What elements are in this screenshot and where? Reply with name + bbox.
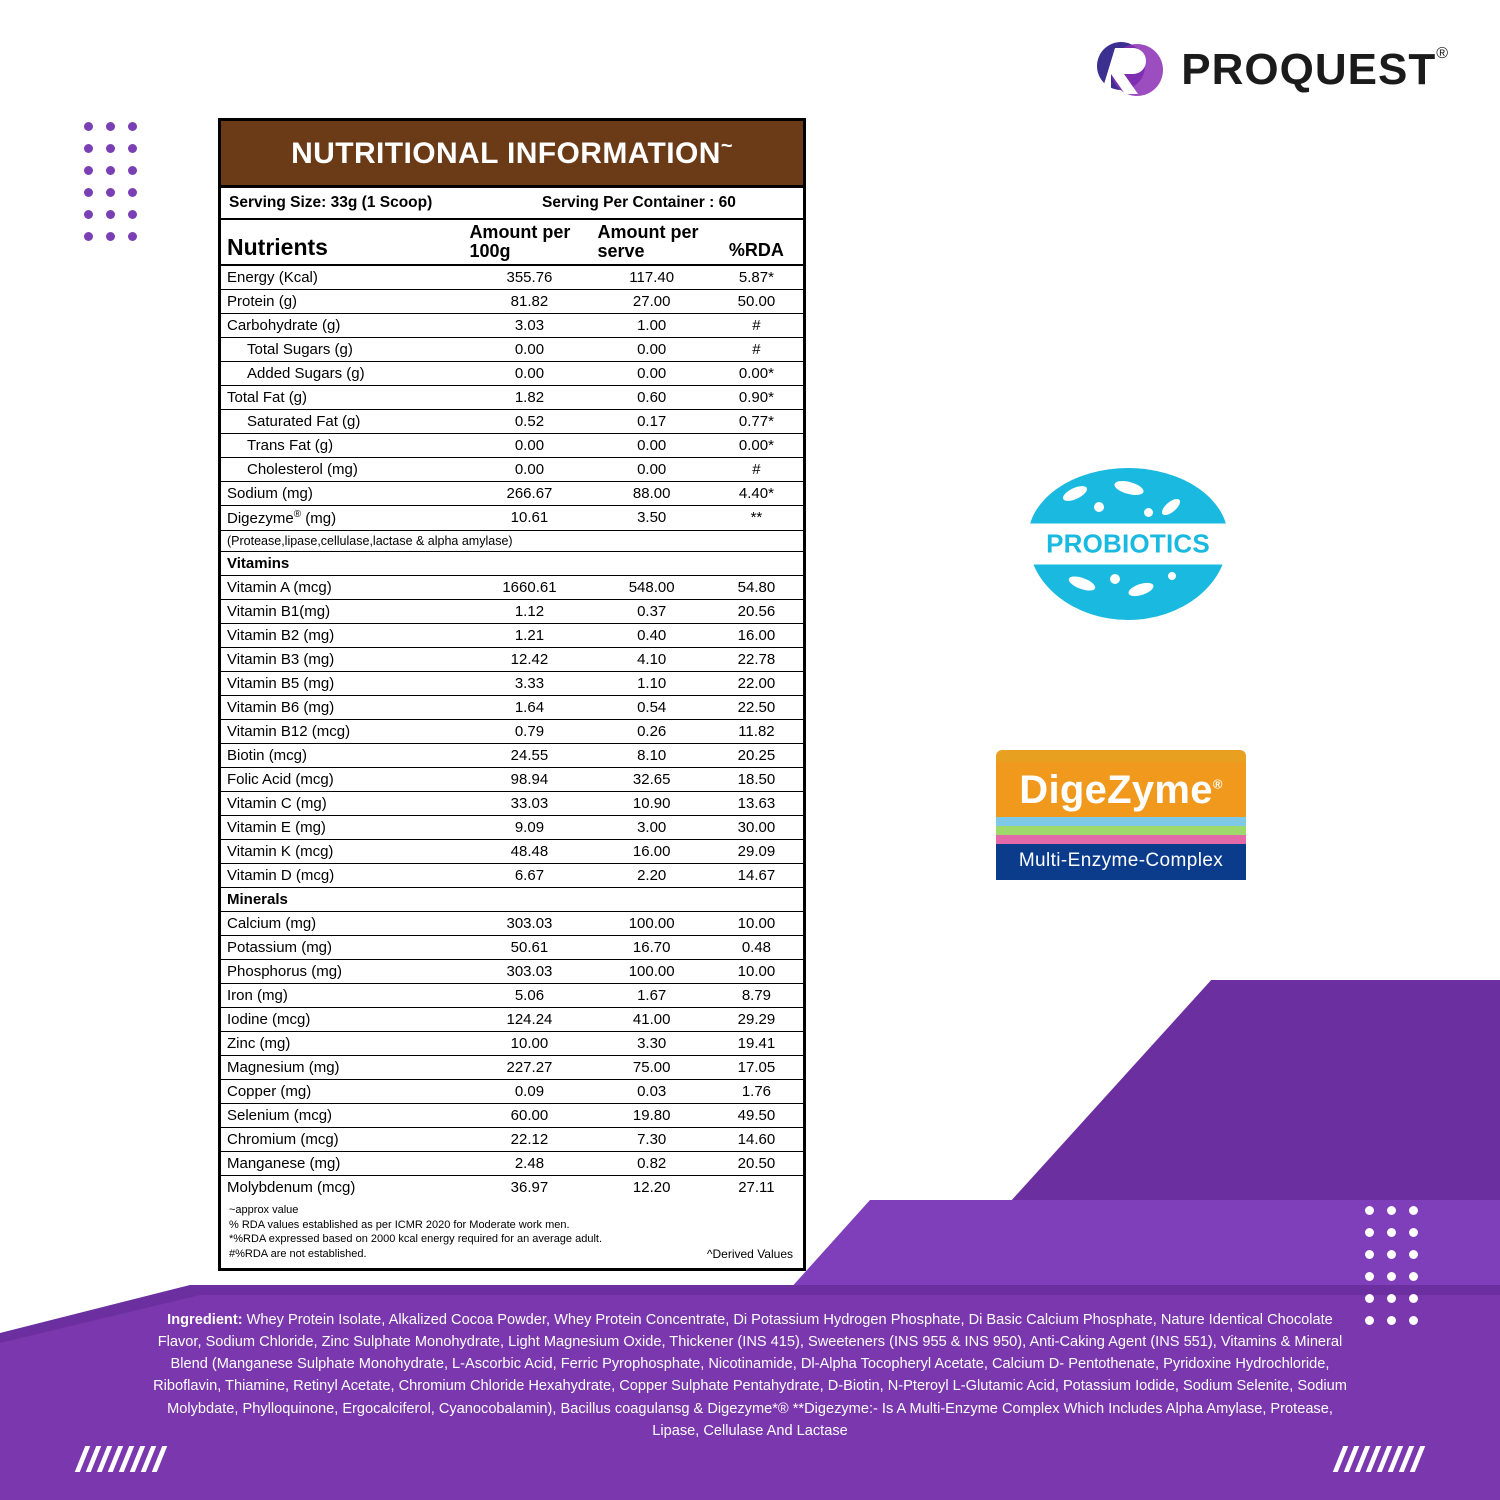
row-name: Vitamin B2 (mg) xyxy=(221,623,465,647)
table-row xyxy=(221,481,803,505)
derived-values-note: ^Derived Values xyxy=(706,1246,793,1261)
row-per-serve: 1.67 xyxy=(593,983,709,1007)
table-row xyxy=(221,265,803,290)
table-row xyxy=(221,1007,803,1031)
table-row xyxy=(221,599,803,623)
row-rda: 0.48 xyxy=(710,935,803,959)
row-rda: 22.78 xyxy=(710,647,803,671)
row-per-serve: 0.00 xyxy=(593,457,709,481)
hatch-marks-left xyxy=(80,1446,162,1472)
table-row xyxy=(221,839,803,863)
row-per-serve: 0.00 xyxy=(593,361,709,385)
table-row xyxy=(221,361,803,385)
row-per-serve: 0.82 xyxy=(593,1151,709,1175)
row-per-serve: 1.10 xyxy=(593,671,709,695)
row-name: Vitamin C (mg) xyxy=(221,791,465,815)
row-per-serve: 41.00 xyxy=(593,1007,709,1031)
table-row xyxy=(221,983,803,1007)
table-row xyxy=(221,815,803,839)
row-per-100g: 1.82 xyxy=(465,385,593,409)
nutrition-panel xyxy=(218,118,806,1271)
table-row xyxy=(221,911,803,935)
row-per-serve: 0.40 xyxy=(593,623,709,647)
row-name: Vitamin D (mcg) xyxy=(221,863,465,887)
table-row xyxy=(221,1151,803,1175)
row-name: Copper (mg) xyxy=(221,1079,465,1103)
table-row xyxy=(221,863,803,887)
panel-title-sup: ~ xyxy=(720,135,733,157)
row-per-100g: 303.03 xyxy=(465,959,593,983)
row-name: Sodium (mg) xyxy=(221,481,465,505)
row-per-100g: 266.67 xyxy=(465,481,593,505)
row-per-100g: 0.00 xyxy=(465,361,593,385)
table-row xyxy=(221,623,803,647)
row-rda: 22.50 xyxy=(710,695,803,719)
row-per-100g: 1.12 xyxy=(465,599,593,623)
row-rda: 54.80 xyxy=(710,575,803,599)
row-rda: 10.00 xyxy=(710,911,803,935)
digezyme-badge xyxy=(996,750,1246,880)
table-row xyxy=(221,671,803,695)
row-per-serve: 1.00 xyxy=(593,313,709,337)
row-per-100g: 24.55 xyxy=(465,743,593,767)
row-rda: 10.00 xyxy=(710,959,803,983)
footnote-3: #%RDA are not established. xyxy=(229,1248,367,1261)
row-per-serve: 10.90 xyxy=(593,791,709,815)
ingredients-block xyxy=(0,1309,1500,1442)
footnote-2: *%RDA expressed based on 2000 kcal energy required for an average adult. xyxy=(229,1233,603,1246)
row-per-100g: 60.00 xyxy=(465,1103,593,1127)
row-rda: 29.09 xyxy=(710,839,803,863)
row-name: Iodine (mcg) xyxy=(221,1007,465,1031)
table-row xyxy=(221,719,803,743)
row-name: Magnesium (mg) xyxy=(221,1055,465,1079)
row-per-serve: 3.30 xyxy=(593,1031,709,1055)
row-per-100g: 124.24 xyxy=(465,1007,593,1031)
row-rda: 13.63 xyxy=(710,791,803,815)
footnote-1: % RDA values established as per ICMR 2020 for Moderate work men. xyxy=(229,1218,570,1231)
brand-registered-mark: ® xyxy=(1436,45,1448,62)
table-row xyxy=(221,743,803,767)
digezyme-name-wrap xyxy=(996,762,1246,817)
row-per-100g: 0.52 xyxy=(465,409,593,433)
row-per-100g: 12.42 xyxy=(465,647,593,671)
table-row xyxy=(221,1175,803,1199)
row-per-100g: 50.61 xyxy=(465,935,593,959)
table-row xyxy=(221,313,803,337)
section-vitamins xyxy=(221,551,803,575)
row-per-100g: 227.27 xyxy=(465,1055,593,1079)
row-per-serve: 2.20 xyxy=(593,863,709,887)
table-row xyxy=(221,1103,803,1127)
row-name: Phosphorus (mg) xyxy=(221,959,465,983)
row-rda: ** xyxy=(710,505,803,530)
table-row xyxy=(221,695,803,719)
row-per-serve: 4.10 xyxy=(593,647,709,671)
row-per-serve: 88.00 xyxy=(593,481,709,505)
row-name: Vitamin K (mcg) xyxy=(221,839,465,863)
row-per-serve: 3.50 xyxy=(593,505,709,530)
row-per-serve: 0.00 xyxy=(593,433,709,457)
row-per-serve: 12.20 xyxy=(632,1178,671,1196)
row-name: Vitamin B12 (mcg) xyxy=(221,719,465,743)
row-per-100g: 303.03 xyxy=(465,911,593,935)
digezyme-top-bar xyxy=(996,750,1246,762)
row-per-serve: 8.10 xyxy=(593,743,709,767)
row-name: Energy (Kcal) xyxy=(221,265,465,290)
row-name: Protein (g) xyxy=(221,289,465,313)
row-rda: 4.40* xyxy=(710,481,803,505)
serving-per-container: Serving Per Container : 60 xyxy=(542,194,736,211)
header-rda: %RDA xyxy=(710,220,803,265)
row-per-100g: 0.09 xyxy=(465,1079,593,1103)
row-rda: 16.00 xyxy=(710,623,803,647)
row-name: Selenium (mcg) xyxy=(221,1103,465,1127)
header-per-100g: Amount per 100g xyxy=(465,220,593,265)
row-rda: 29.29 xyxy=(710,1007,803,1031)
row-per-serve: 100.00 xyxy=(593,959,709,983)
row-name: Vitamin B3 (mg) xyxy=(221,647,465,671)
row-per-100g: 9.09 xyxy=(465,815,593,839)
row-per-serve: 0.60 xyxy=(593,385,709,409)
section-minerals xyxy=(221,887,803,911)
table-row xyxy=(221,433,803,457)
row-name: Calcium (mg) xyxy=(221,911,465,935)
table-row xyxy=(221,505,803,530)
row-name: Vitamin B5 (mg) xyxy=(221,671,465,695)
row-name: Vitamin E (mg) xyxy=(221,815,465,839)
ingredients-label: Ingredient: xyxy=(167,1311,243,1328)
table-row xyxy=(221,409,803,433)
serving-row xyxy=(221,188,803,220)
table-row xyxy=(221,457,803,481)
row-rda: 0.77* xyxy=(710,409,803,433)
row-rda: 27.11 xyxy=(738,1178,775,1196)
row-per-100g: 36.97 xyxy=(510,1178,549,1196)
row-name: Potassium (mg) xyxy=(221,935,465,959)
row-per-serve: 0.03 xyxy=(593,1079,709,1103)
row-rda: 49.50 xyxy=(710,1103,803,1127)
probiotics-circle-icon xyxy=(1028,468,1228,620)
table-row xyxy=(221,575,803,599)
section-minerals-label: Minerals xyxy=(221,887,803,911)
row-per-serve: 16.00 xyxy=(593,839,709,863)
row-per-100g: 0.79 xyxy=(465,719,593,743)
row-per-serve: 100.00 xyxy=(593,911,709,935)
row-per-100g: 0.00 xyxy=(465,337,593,361)
row-per-serve: 0.37 xyxy=(593,599,709,623)
row-rda: 8.79 xyxy=(710,983,803,1007)
serving-size: Serving Size: 33g (1 Scoop) xyxy=(229,194,433,211)
row-per-100g: 1.21 xyxy=(465,623,593,647)
nutrition-table xyxy=(221,220,803,1199)
row-rda: 0.90* xyxy=(710,385,803,409)
row-per-100g: 33.03 xyxy=(465,791,593,815)
row-per-serve: 548.00 xyxy=(593,575,709,599)
table-row xyxy=(221,767,803,791)
row-per-serve: 0.00 xyxy=(593,337,709,361)
row-name: Cholesterol (mg) xyxy=(221,457,465,481)
probiotics-label: PROBIOTICS xyxy=(1028,524,1228,565)
row-rda: # xyxy=(710,313,803,337)
row-per-serve: 32.65 xyxy=(593,767,709,791)
row-per-100g: 22.12 xyxy=(465,1127,593,1151)
row-rda: 0.00* xyxy=(710,433,803,457)
row-rda: 14.60 xyxy=(710,1127,803,1151)
row-name: Saturated Fat (g) xyxy=(221,409,465,433)
row-per-100g: 6.67 xyxy=(465,863,593,887)
row-name: Molybdenum (mcg) xyxy=(227,1178,356,1196)
table-row xyxy=(221,1127,803,1151)
row-rda: 14.67 xyxy=(710,863,803,887)
row-per-100g: 81.82 xyxy=(465,289,593,313)
table-row xyxy=(221,935,803,959)
row-name: Folic Acid (mcg) xyxy=(221,767,465,791)
row-per-serve: 27.00 xyxy=(593,289,709,313)
row-per-serve: 0.26 xyxy=(593,719,709,743)
digezyme-note: (Protease,lipase,cellulase,lactase & alpha amylase) xyxy=(221,530,803,551)
brand-name: PROQUEST xyxy=(1181,45,1437,94)
row-rda: 0.00* xyxy=(710,361,803,385)
header-per-serve: Amount per serve xyxy=(593,220,709,265)
brand-logo xyxy=(1091,32,1448,108)
row-rda: 1.76 xyxy=(710,1079,803,1103)
row-per-100g: 1660.61 xyxy=(465,575,593,599)
probiotics-badge xyxy=(1028,468,1228,620)
row-name: Added Sugars (g) xyxy=(221,361,465,385)
row-per-100g: 0.00 xyxy=(465,433,593,457)
table-row xyxy=(221,647,803,671)
digezyme-name: DigeZyme xyxy=(1019,768,1213,812)
row-name: Vitamin B1(mg) xyxy=(221,599,465,623)
digezyme-stripe-blue xyxy=(996,817,1246,826)
row-rda: 19.41 xyxy=(710,1031,803,1055)
row-per-serve: 7.30 xyxy=(593,1127,709,1151)
row-name: Total Fat (g) xyxy=(221,385,465,409)
row-rda: 20.50 xyxy=(710,1151,803,1175)
row-per-serve: 75.00 xyxy=(593,1055,709,1079)
row-per-100g: 3.03 xyxy=(465,313,593,337)
row-per-100g: 355.76 xyxy=(465,265,593,290)
row-rda: # xyxy=(710,457,803,481)
row-name: Chromium (mcg) xyxy=(221,1127,465,1151)
row-rda: 30.00 xyxy=(710,815,803,839)
digezyme-stripe-green xyxy=(996,826,1246,835)
row-name: Biotin (mcg) xyxy=(221,743,465,767)
row-rda: 20.25 xyxy=(710,743,803,767)
table-header-row xyxy=(221,220,803,265)
footnote-0: ~approx value xyxy=(229,1203,299,1216)
row-rda: 11.82 xyxy=(710,719,803,743)
row-per-serve: 3.00 xyxy=(593,815,709,839)
section-vitamins-label: Vitamins xyxy=(221,551,803,575)
digezyme-note-row xyxy=(221,530,803,551)
digezyme-registered: ® xyxy=(1212,776,1223,792)
row-rda: 22.00 xyxy=(710,671,803,695)
row-per-100g: 48.48 xyxy=(465,839,593,863)
row-per-serve: 0.54 xyxy=(593,695,709,719)
table-row xyxy=(221,1055,803,1079)
row-per-100g: 10.61 xyxy=(465,505,593,530)
table-row xyxy=(221,959,803,983)
table-row xyxy=(221,289,803,313)
header-nutrients: Nutrients xyxy=(221,220,465,265)
footnotes xyxy=(221,1199,803,1268)
row-per-100g: 5.06 xyxy=(465,983,593,1007)
dot-pattern-bottom-right xyxy=(1365,1206,1418,1325)
row-rda: 20.56 xyxy=(710,599,803,623)
row-per-serve: 0.17 xyxy=(593,409,709,433)
row-name: Vitamin A (mcg) xyxy=(221,575,465,599)
row-per-100g: 98.94 xyxy=(465,767,593,791)
row-per-serve: 19.80 xyxy=(593,1103,709,1127)
row-rda: 5.87* xyxy=(710,265,803,290)
row-per-100g: 2.48 xyxy=(465,1151,593,1175)
panel-title-text: NUTRITIONAL INFORMATION xyxy=(291,137,721,170)
row-per-serve: 117.40 xyxy=(593,265,709,290)
row-per-100g: 3.33 xyxy=(465,671,593,695)
table-row xyxy=(221,1079,803,1103)
panel-title xyxy=(221,121,803,188)
row-per-serve: 16.70 xyxy=(593,935,709,959)
row-per-100g: 10.00 xyxy=(465,1031,593,1055)
table-row xyxy=(221,1031,803,1055)
digezyme-subtitle: Multi-Enzyme-Complex xyxy=(996,844,1246,880)
dot-pattern-top-left xyxy=(84,122,137,241)
digezyme-stripe-pink xyxy=(996,835,1246,844)
hatch-marks-right xyxy=(1338,1446,1420,1472)
row-name: Digezyme® (mg) xyxy=(221,505,465,530)
row-rda: 18.50 xyxy=(710,767,803,791)
row-name: Vitamin B6 (mg) xyxy=(221,695,465,719)
row-rda: # xyxy=(710,337,803,361)
row-name: Iron (mg) xyxy=(221,983,465,1007)
row-name: Trans Fat (g) xyxy=(221,433,465,457)
ingredients-text: Whey Protein Isolate, Alkalized Cocoa Powder, Whey Protein Concentrate, Di Potassium Hydrogen Phosphate, Di Basic Calcium Phosphate, Nature Identical Chocolate Flavor, Sodium Chloride, Zinc Sulphate Monohydrate, Light Magnesium Oxide, Thickener (INS 415), Sweeteners (INS 955 & INS 950), Anti-Caking Agent (INS 551), Vitamins & Mineral Blend (Manganese Sulphate Monohydrate, L-Ascorbic Acid, Ferric Pyrophosphate, Nicotinamide, Dl-Alpha Tocopheryl Acetate, Calcium D- Pentothenate, Pyridoxine Hydrochloride, Riboflavin, Thiamine, Retinyl Acetate, Chromium Chloride Hexahydrate, Copper Sulphate Pentahydrate, D-Biotin, N-Pteroyl L-Glutamic Acid, Potassium Iodide, Sodium Selenite, Sodium Molybdate, Phylloquinone, Ergocalciferol, Cyanocobalamin), Bacillus coagulansg & Digezyme*® **Digezyme:- Is A Multi-Enzyme Complex Which Includes Alpha Amylase, Protease, Lipase, Cellulase And Lactase xyxy=(153,1311,1347,1439)
row-rda: 50.00 xyxy=(710,289,803,313)
row-per-100g: 1.64 xyxy=(465,695,593,719)
row-name: Manganese (mg) xyxy=(221,1151,465,1175)
table-row xyxy=(221,385,803,409)
row-per-100g: 0.00 xyxy=(465,457,593,481)
proquest-mark-icon xyxy=(1091,32,1167,108)
row-name: Total Sugars (g) xyxy=(221,337,465,361)
row-rda: 17.05 xyxy=(710,1055,803,1079)
table-row xyxy=(221,791,803,815)
row-name: Carbohydrate (g) xyxy=(221,313,465,337)
row-name: Zinc (mg) xyxy=(221,1031,465,1055)
table-row xyxy=(221,337,803,361)
